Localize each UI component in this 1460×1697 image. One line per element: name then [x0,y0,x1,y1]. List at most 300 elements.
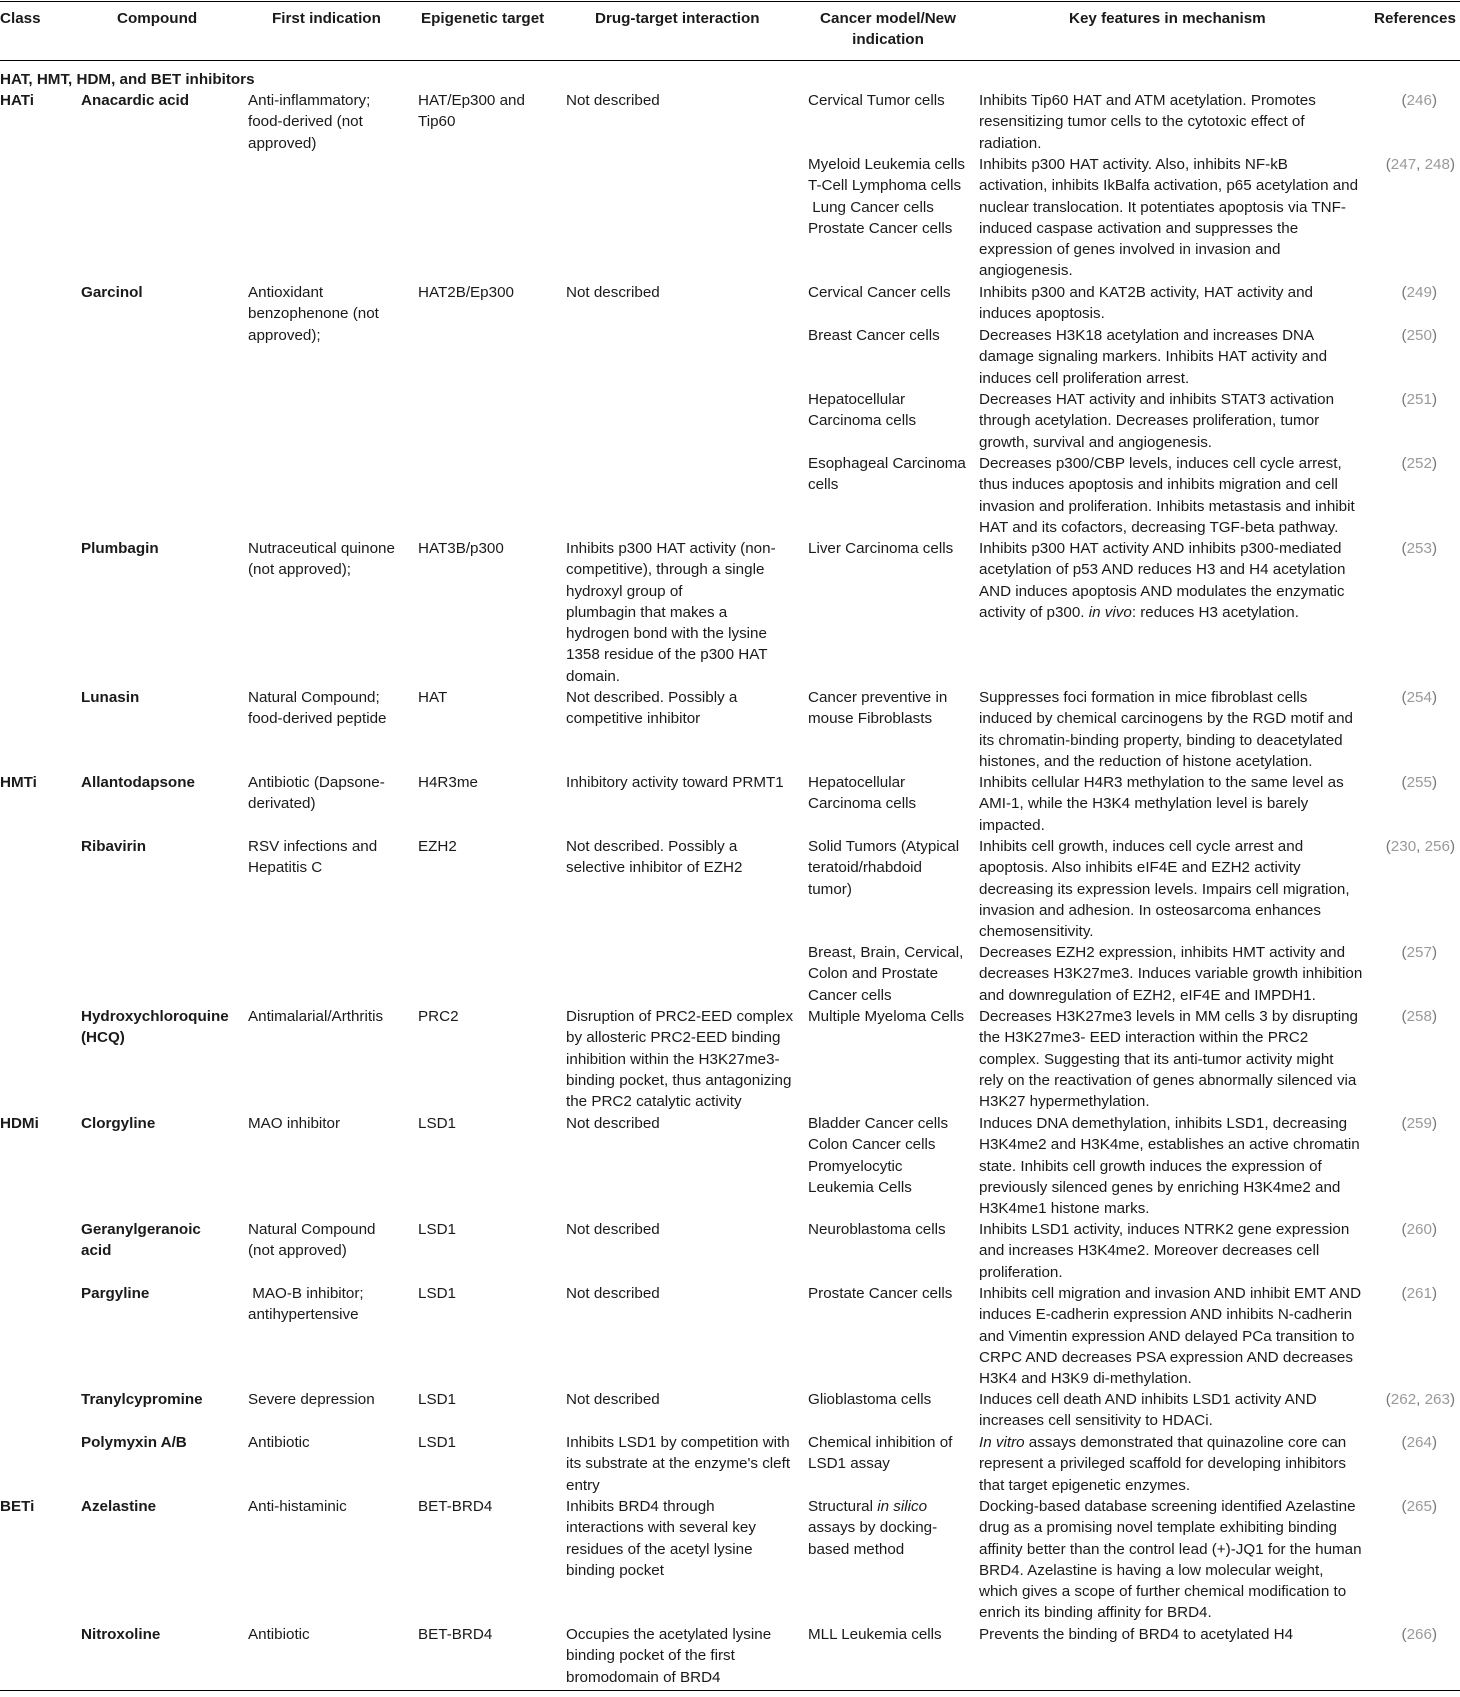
epigenetic-target: BET-BRD4 [418,1498,493,1515]
interaction-line: competitive inhibitor [566,710,701,728]
drug-target-interaction [566,538,776,687]
drug-target-interaction [566,836,742,879]
cancer-model-line: tumor) [808,880,852,898]
mechanism-line: decreasing its expression levels. Impairs cell migration, [979,880,1350,898]
mechanism [979,282,1313,325]
mechanism-italic: in vivo [1088,603,1132,621]
epigenetic-target: H4R3me [418,774,478,791]
mechanism-line: that target epigenetic enzymes. [979,1476,1191,1494]
reference-link[interactable]: 255 [1406,774,1432,791]
cancer-model: MLL Leukemia cells [808,1626,942,1643]
mechanism-line: Decreases H3K18 acetylation and increases DNA [979,327,1315,344]
mechanism-line: radiation. [979,134,1042,152]
mechanism-line: Decreases HAT activity and inhibits STAT3 activation [979,391,1335,408]
header-class: Class [0,10,41,27]
compound-line: acid [81,1242,112,1260]
first-indication [248,1219,375,1262]
cancer-model-line: teratoid/rhabdoid [808,859,922,877]
reference-cell: (246) [1401,92,1437,109]
mechanism-line: Suppresses foci formation in mice fibroblast cells [979,689,1308,706]
compound-name: Ribavirin [81,838,146,855]
mechanism-line: BRD4. Azelastine is having a low molecular weight, [979,1561,1324,1579]
interaction-line: domain. [566,667,621,685]
mechanism [979,1496,1362,1624]
cancer-model-line: Bladder Cancer cells [808,1115,949,1132]
cancer-model: Cervical Cancer cells [808,284,951,301]
interaction-line: hydrogen bond with the lysine [566,625,767,643]
compound-name: Polymyxin A/B [81,1434,187,1451]
drug-target-interaction: Not described [566,1391,660,1408]
first-indication-line: RSV infections and [248,838,378,855]
cancer-model-line: based method [808,1540,905,1558]
mechanism-line: induced caspase activation and suppresses the [979,219,1299,237]
mechanism-line: increases cell sensitivity to HDACi. [979,1412,1213,1430]
mechanism [979,538,1345,623]
mechanism-line: AND induces apoptosis AND modulates the enzymatic [979,582,1345,600]
interaction-line: Disruption of PRC2-EED complex [566,1008,794,1025]
drug-target-interaction [566,1432,790,1496]
first-indication-line: MAO-B inhibitor; [248,1285,364,1302]
mechanism-line: H3K4 and H3K9 di-methylation. [979,1370,1192,1388]
mechanism-line: Decreases H3K27me3 levels in MM cells 3 by disrupting [979,1008,1359,1025]
cancer-model-line: Promyelocytic [808,1157,903,1175]
first-indication-line: antihypertensive [248,1306,359,1324]
drug-target-interaction [566,1624,771,1688]
class-label: HATi [0,92,35,109]
header-epigenetic-target: Epigenetic target [421,10,545,27]
interaction-line: binding pocket of the first [566,1647,735,1665]
mechanism-line: growth, survival and angiogenesis. [979,433,1213,451]
compound-line: (HCQ) [81,1029,125,1047]
mechanism-line: apoptosis. Also inhibits eIF4E and EZH2 activity [979,859,1301,877]
reference-cell: (262, 263) [1385,1391,1455,1408]
mechanism-line: through acetylation. Decreases proliferation, tumor [979,412,1320,430]
epigenetic-target: LSD1 [418,1285,456,1302]
interaction-line: by allosteric PRC2-EED binding [566,1029,781,1047]
cancer-model: Glioblastoma cells [808,1391,932,1408]
cancer-model [808,836,959,900]
header-cancer-model-line1: Cancer model/New [820,10,956,27]
mechanism-line: angiogenesis. [979,262,1073,280]
reference-link[interactable]: 263 [1424,1391,1450,1408]
mechanism [979,1389,1317,1432]
mechanism-line: nuclear translocation. It potentiates apoptosis via TNF- [979,198,1346,216]
mechanism-line: chemosensitivity. [979,923,1094,941]
reference-cell: (258) [1401,1008,1437,1025]
mechanism-line: impacted. [979,816,1045,834]
epigenetic-target: EZH2 [418,838,457,855]
interaction-line: Inhibits BRD4 through [566,1498,715,1515]
cancer-model: Neuroblastoma cells [808,1221,946,1238]
mechanism-line: Inhibits Tip60 HAT and ATM acetylation. Promotes [979,92,1316,109]
reference-link[interactable]: 264 [1406,1434,1432,1451]
mechanism-line: invasion and adhesion. In osteosarcoma enhances [979,901,1321,919]
mechanism-line: Inhibits cellular H4R3 methylation to the same level as [979,774,1344,791]
reference-link[interactable]: 253 [1406,540,1432,557]
mechanism-line: affinity better than the control lead (+)-JQ1 for the human [979,1540,1362,1558]
first-indication-line: Natural Compound [248,1221,376,1238]
mechanism [979,453,1355,538]
compound-line: Geranylgeranoic [81,1221,201,1238]
mechanism-line: AMI-1, while the H3K4 methylation level is barely [979,795,1309,813]
mechanism-line: rely on the reactivation of genes abnormally silenced via [979,1071,1357,1089]
mechanism-line: and Vimentin expression AND delayed PCa transition to [979,1327,1355,1345]
interaction-line: Inhibits p300 HAT activity (non- [566,540,776,557]
header-cancer-model-line2: indication [852,31,924,49]
mechanism-line: and increases H3K4me2. Moreover decreases cell [979,1242,1320,1260]
mechanism-line: induces apoptosis. [979,305,1105,323]
drug-target-interaction: Not described [566,1285,660,1302]
cancer-model-line: Carcinoma cells [808,412,917,430]
mechanism-line: state. Inhibits cell growth induces the expression of [979,1157,1322,1175]
first-indication: Antibiotic [248,1434,310,1451]
first-indication-line: food-derived (not [248,113,363,131]
reference-cell: (252) [1401,455,1437,472]
cancer-model-line: Colon and Prostate [808,965,939,983]
mechanism-line: Induces DNA demethylation, inhibits LSD1, decreasing [979,1115,1348,1132]
reference-cell: (249) [1401,284,1437,301]
reference-cell: (254) [1401,689,1437,706]
reference-link[interactable]: 230 [1390,838,1417,855]
first-indication-line: approved); [248,326,321,344]
class-label: BETi [0,1498,35,1515]
first-indication [248,687,386,730]
first-indication-line: Natural Compound; [248,689,380,706]
reference-cell: (259) [1401,1115,1437,1132]
interaction-line: Not described. Possibly a [566,838,738,855]
mechanism-line: Docking-based database screening identified Azelastine [979,1498,1356,1515]
mechanism-line: Inhibits p300 HAT activity AND inhibits p300-mediated [979,540,1342,557]
mechanism [979,1432,1346,1496]
first-indication: MAO inhibitor [248,1115,341,1132]
reference-link[interactable]: 259 [1406,1115,1432,1132]
cancer-model-line: Cancer preventive in [808,689,948,706]
first-indication [248,772,385,815]
mechanism-line: enrich its binding affinity for BRD4. [979,1604,1212,1622]
mechanism-line: CRPC AND decreases PSA expression AND decreases [979,1348,1353,1366]
mechanism-line: decreases H3K27me3. Induces variable growth inhibition [979,965,1363,983]
mechanism-line: induced by chemical carcinogens by the RGD motif and [979,710,1353,728]
compound-name [81,1219,201,1262]
mechanism-line: induces E-cadherin expression AND inhibits N-cadherin [979,1306,1353,1324]
first-indication [248,538,395,581]
interaction-line: interactions with several key [566,1519,756,1537]
reference-link[interactable]: 247 [1390,156,1417,173]
mechanism-line: damage signaling markers. Inhibits HAT activity and [979,348,1328,366]
mechanism-line: H3K4me2 and H3K4me, establishes an active chromatin [979,1136,1360,1154]
mechanism-line: its chromatin-binding property, binding to deacetylated [979,731,1343,749]
interaction-line: selective inhibitor of EZH2 [566,859,743,877]
mechanism-line: complex. Suggesting that its anti-tumor activity might [979,1050,1334,1068]
mechanism-line: which gives a scope of further chemical modification to [979,1583,1347,1601]
mechanism-line: acetylation of p53 AND reduces H3 and H4 acetylation [979,561,1346,579]
cancer-model: Prostate Cancer cells [808,1285,953,1302]
first-indication: Antimalarial/Arthritis [248,1008,384,1025]
epigenetic-target [418,90,525,133]
compound-name: Nitroxoline [81,1626,161,1643]
first-indication-line: Antioxidant [248,284,324,301]
mechanism-line: Inhibits LSD1 activity, induces NTRK2 gene expression [979,1221,1350,1238]
cancer-model [808,389,916,432]
interaction-line: binding pocket [566,1561,664,1579]
epigenetic-target: HAT [418,689,448,706]
header-mechanism: Key features in mechanism [1069,10,1266,27]
first-indication [248,282,379,346]
first-indication-line: food-derived peptide [248,710,387,728]
mechanism [979,1006,1358,1112]
compound-line: Hydroxychloroquine [81,1008,229,1025]
interaction-line: competitive), through a single [566,561,765,579]
cancer-model-italic: in silico [877,1498,928,1515]
mechanism [979,772,1344,836]
reference-link[interactable]: 257 [1406,944,1432,961]
mechanism [979,389,1334,453]
compound-name [81,1006,229,1049]
first-indication: Anti-histaminic [248,1498,347,1515]
cancer-model [808,1432,952,1475]
reference-cell: (266) [1401,1626,1437,1643]
reference-link[interactable]: 250 [1406,327,1432,344]
reference-link[interactable]: 254 [1406,689,1432,706]
reference-cell: (250) [1401,327,1437,344]
interaction-line: the PRC2 catalytic activity [566,1093,742,1111]
mechanism-line: H3K4me1 histone marks. [979,1200,1150,1218]
mechanism: Prevents the binding of BRD4 to acetylated H4 [979,1626,1294,1643]
mechanism [979,687,1353,772]
cancer-model [808,687,947,730]
cancer-model-line: Esophageal Carcinoma [808,455,966,472]
header-cancer-model [808,8,968,51]
reference-cell: (253) [1401,540,1437,557]
cancer-model [808,154,965,239]
reference-cell: (264) [1401,1434,1437,1451]
mechanism-line: induces cell proliferation arrest. [979,369,1190,387]
reference-cell: (260) [1401,1221,1437,1238]
first-indication-line: Antibiotic (Dapsone- [248,774,385,791]
mechanism-line: drug as a promising novel template exhibiting binding [979,1519,1337,1537]
mechanism-line: Inhibits cell growth, induces cell cycle arrest and [979,838,1304,855]
compound-name: Clorgyline [81,1115,156,1132]
reference-cell: (255) [1401,774,1437,791]
mechanism-line: histones, and the reduction of histone acetylation. [979,752,1313,770]
cancer-model-line: Carcinoma cells [808,795,917,813]
class-label: HDMi [0,1115,39,1132]
first-indication-line: derivated) [248,795,316,813]
compound-name: Anacardic acid [81,92,190,109]
cancer-model-line: assays by docking- [808,1519,938,1537]
reference-link[interactable]: 248 [1424,156,1450,173]
cancer-model-line: Leukemia Cells [808,1178,912,1196]
mechanism [979,1219,1349,1283]
header-references: References [1374,10,1456,27]
first-indication: Severe depression [248,1391,375,1408]
reference-link[interactable]: 260 [1406,1221,1432,1238]
drug-target-interaction: Not described [566,1221,660,1238]
first-indication-line: (not approved) [248,1242,347,1260]
epigenetic-target: HAT3B/p300 [418,540,504,557]
epigenetic-target: LSD1 [418,1391,456,1408]
interaction-line: inhibition within the H3K27me3- [566,1050,780,1068]
first-indication-line: (not approved); [248,561,351,579]
mechanism-line: the H3K27me3- EED interaction within the PRC2 [979,1029,1309,1047]
mechanism [979,90,1316,154]
epigenetic-target-line: Tip60 [418,113,456,131]
mechanism [979,1113,1360,1219]
drug-target-interaction [566,1006,793,1112]
cancer-model [808,453,966,496]
cancer-model [808,942,963,1006]
mechanism-line: expression of genes involved in invasion and [979,241,1281,259]
compound-name: Allantodapsone [81,774,195,791]
cancer-model [808,1113,948,1198]
header-compound: Compound [117,10,198,27]
mechanism-line: Induces cell death AND inhibits LSD1 activity AND [979,1391,1317,1408]
cancer-model-line: Chemical inhibition of [808,1434,953,1451]
mechanism-line: Decreases EZH2 expression, inhibits HMT activity and [979,944,1346,961]
reference-link[interactable]: 249 [1406,284,1432,301]
cancer-model: Multiple Myeloma Cells [808,1008,965,1025]
cancer-model [808,772,916,815]
epigenetic-target-line: HAT/Ep300 and [418,92,525,109]
mechanism-line: represent a privileged scaffold for developing inhibitors [979,1455,1346,1473]
cancer-model-line: Hepatocellular [808,391,906,408]
epigenetic-target: BET-BRD4 [418,1626,493,1643]
cancer-model-line: Prostate Cancer cells [808,219,953,237]
reference-cell: (261) [1401,1285,1437,1302]
drug-target-interaction: Not described [566,1115,660,1132]
interaction-line: Not described. Possibly a [566,689,738,706]
mechanism-line: previously silenced genes by enriching H3K4me2 and [979,1178,1341,1196]
mechanism [979,1283,1361,1389]
cancer-model: Breast Cancer cells [808,327,940,344]
epigenetic-target: LSD1 [418,1221,456,1238]
drug-target-interaction: Not described [566,92,660,109]
first-indication: Antibiotic [248,1626,310,1643]
reference-cell: (230, 256) [1385,838,1455,855]
reference-link[interactable]: 258 [1406,1008,1432,1025]
epigenetic-target: PRC2 [418,1008,459,1025]
cancer-model-line: Lung Cancer cells [808,198,934,216]
header-bottom-rule [0,60,1460,61]
mechanism [979,942,1362,1006]
section-title: HAT, HMT, HDM, and BET inhibitors [0,71,255,88]
first-indication [248,836,377,879]
reference-cell: (247, 248) [1385,156,1455,173]
interaction-line: Occupies the acetylated lysine [566,1626,772,1643]
cancer-model-line [808,1496,937,1517]
class-label: HMTi [0,774,37,791]
header-drug-target-interaction: Drug-target interaction [595,10,760,27]
interaction-line: entry [566,1476,600,1494]
mechanism-line: Inhibits p300 HAT activity. Also, inhibits NF-kB [979,156,1288,173]
first-indication-line: benzophenone (not [248,305,379,323]
cancer-model-line: Breast, Brain, Cervical, [808,944,964,961]
interaction-line: 1358 residue of the p300 HAT [566,646,768,664]
interaction-line: Inhibits LSD1 by competition with [566,1434,790,1451]
cancer-model: Cervical Tumor cells [808,92,945,109]
mechanism-line: and downregulation of EZH2, eIF4E and IMPDH1. [979,986,1316,1004]
cancer-model-line: Myeloid Leukemia cells [808,156,966,173]
cancer-model-line: LSD1 assay [808,1455,890,1473]
cancer-model-line: mouse Fibroblasts [808,710,933,728]
compound-name: Pargyline [81,1285,150,1302]
drug-target-interaction: Not described [566,284,660,301]
mechanism-line: H3K27 hypermethylation. [979,1093,1150,1111]
reference-link[interactable]: 266 [1406,1626,1432,1643]
mechanism-line [979,602,1345,623]
cancer-model-line: Colon Cancer cells [808,1136,936,1154]
first-indication-line: Hepatitis C [248,859,323,877]
mechanism-line: activation, inhibits IkBalfa activation, p65 acetylation and [979,177,1359,195]
mechanism [979,154,1358,282]
reference-cell: (265) [1401,1498,1437,1515]
mechanism-line: thus induces apoptosis and inhibits migration and cell [979,476,1338,494]
epigenetic-target: HAT2B/Ep300 [418,284,514,301]
reference-cell: (251) [1401,391,1437,408]
reference-link[interactable]: 265 [1406,1498,1432,1515]
first-indication-line: Nutraceutical quinone [248,540,395,557]
mechanism [979,325,1327,389]
compound-name: Lunasin [81,689,140,706]
header-first-indication: First indication [272,10,381,27]
epigenetic-target: LSD1 [418,1115,456,1132]
cancer-model: Liver Carcinoma cells [808,540,954,557]
compound-name: Garcinol [81,284,143,301]
compound-name: Tranylcypromine [81,1391,203,1408]
cancer-model-line: Solid Tumors (Atypical [808,838,960,855]
reference-link[interactable]: 261 [1406,1285,1432,1302]
table-top-rule [0,1,1460,2]
cancer-model-line: Hepatocellular [808,774,906,791]
interaction-line: binding pocket, thus antagonizing [566,1071,792,1089]
cancer-model-line: Cancer cells [808,986,892,1004]
reference-link[interactable]: 262 [1390,1391,1417,1408]
cancer-model [808,1496,937,1560]
mechanism [979,836,1350,942]
mechanism-text: activity of p300. [979,603,1089,621]
table-bottom-rule [0,1690,1460,1691]
first-indication-line: Anti-inflammatory; [248,92,371,109]
mechanism-line: proliferation. [979,1263,1063,1281]
reference-cell: (257) [1401,944,1437,961]
compound-name: Azelastine [81,1498,157,1515]
epigenetic-target: LSD1 [418,1434,456,1451]
compound-name: Plumbagin [81,540,159,557]
mechanism-text: : reduces H3 acetylation. [1131,603,1299,621]
mechanism-text: assays demonstrated that quinazoline core can [1024,1434,1347,1451]
interaction-line: residues of the acetyl lysine [566,1540,753,1558]
reference-link[interactable]: 251 [1406,391,1432,408]
interaction-line: bromodomain of BRD4 [566,1668,721,1686]
interaction-line: hydroxyl group of [566,582,683,600]
reference-link[interactable]: 252 [1406,455,1432,472]
mechanism-line [979,1432,1346,1453]
reference-link[interactable]: 246 [1406,92,1432,109]
mechanism-italic: In vitro [979,1434,1025,1451]
cancer-model-text: Structural [808,1498,878,1515]
mechanism-line: Inhibits cell migration and invasion AND inhibit EMT AND [979,1285,1362,1302]
interaction-line: plumbagin that makes a [566,603,728,621]
reference-link[interactable]: 256 [1424,838,1450,855]
mechanism-line: invasion and proliferation. Inhibits metastasis and inhibit [979,497,1355,515]
mechanism-line: resensitizing tumor cells to the cytotoxic effect of [979,113,1305,131]
first-indication [248,1283,364,1326]
cancer-model-line: cells [808,476,839,494]
drug-target-interaction [566,1496,756,1581]
mechanism-line: HAT and its cofactors, decreasing TGF-beta pathway. [979,518,1339,536]
mechanism-line: Inhibits p300 and KAT2B activity, HAT activity and [979,284,1314,301]
interaction-line: its substrate at the enzyme's cleft [566,1455,791,1473]
